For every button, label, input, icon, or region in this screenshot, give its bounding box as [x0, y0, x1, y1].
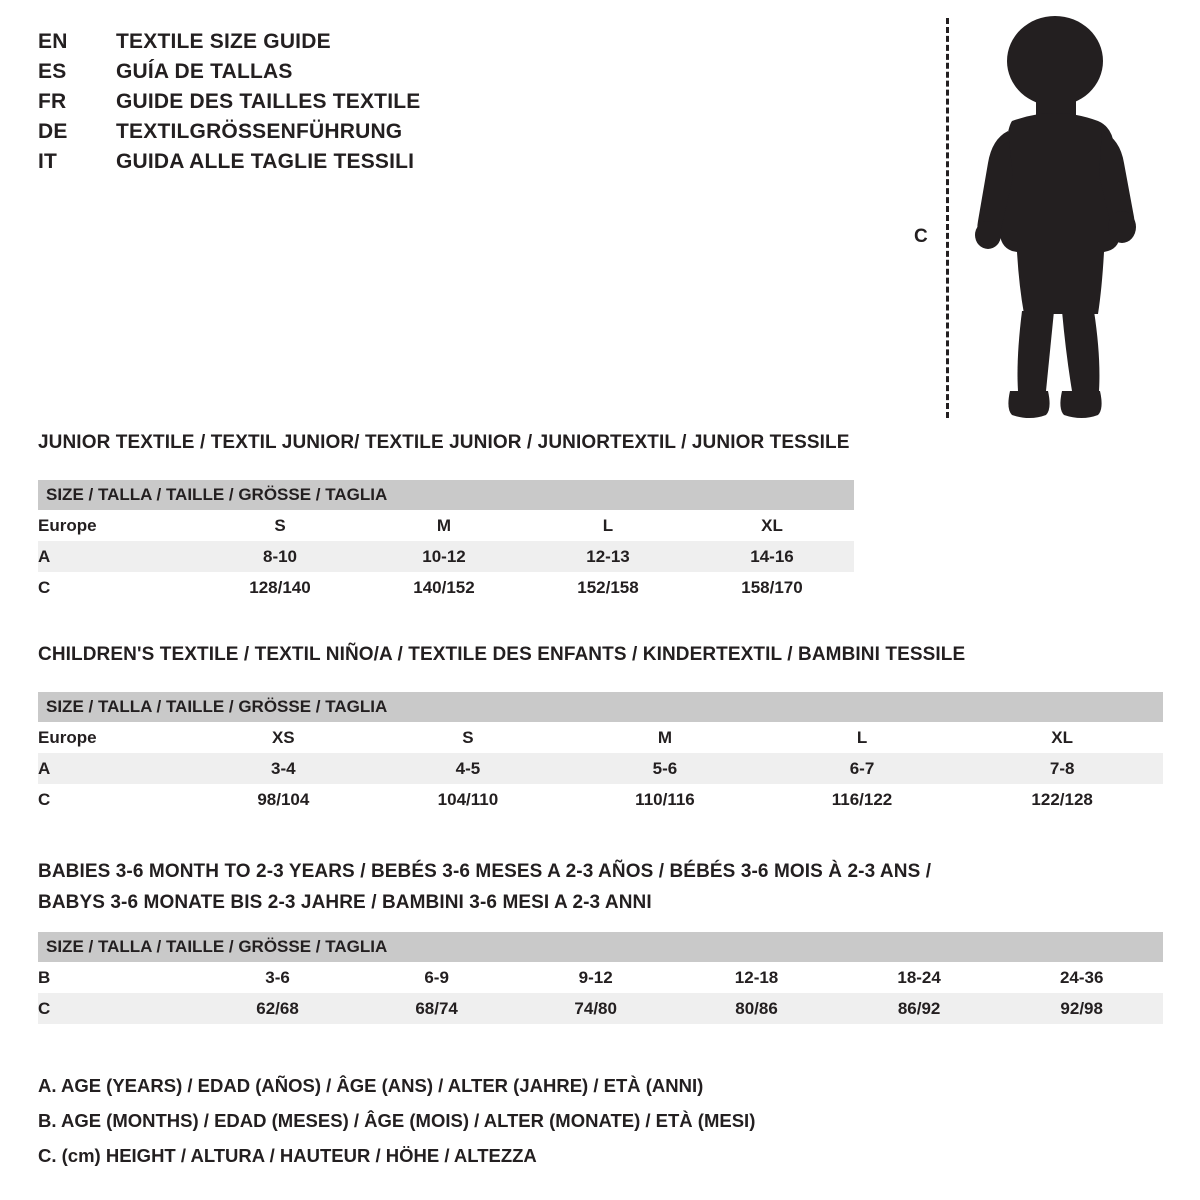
legend-item-a: A. AGE (YEARS) / EDAD (AÑOS) / ÂGE (ANS) / ALTER (JAHRE) / ETÀ (ANNI)	[38, 1075, 704, 1096]
table-cell: 152/158	[526, 572, 690, 603]
table-cell: 128/140	[198, 572, 362, 603]
table-row	[38, 510, 854, 541]
band-label: SIZE / TALLA / TAILLE / GRÖSSE / TAGLIA	[38, 932, 1163, 962]
table-cell: 6-9	[357, 962, 516, 993]
table-cell: 140/152	[362, 572, 526, 603]
language-code: FR	[38, 90, 67, 113]
table-cell: 12-18	[675, 962, 838, 993]
table-cell: 10-12	[362, 541, 526, 572]
legend-item-c: C. (cm) HEIGHT / ALTURA / HAUTEUR / HÖHE / ALTEZZA	[38, 1145, 537, 1166]
table-row	[38, 722, 1163, 753]
table-cell: 68/74	[357, 993, 516, 1024]
child-silhouette-icon	[950, 13, 1150, 428]
table-band-header	[38, 480, 854, 510]
section-title-babies-line1: BABIES 3-6 MONTH TO 2-3 YEARS / BEBÉS 3-6 MESES A 2-3 AÑOS / BÉBÉS 3-6 MOIS À 2-3 ANS /	[38, 861, 932, 882]
row-label: Europe	[38, 722, 198, 753]
table-cell: XL	[961, 722, 1163, 753]
language-title: TEXTILE SIZE GUIDE	[116, 30, 331, 53]
table-cell: 74/80	[516, 993, 675, 1024]
table-cell: XL	[690, 510, 854, 541]
table-cell: 104/110	[369, 784, 568, 815]
language-title: GUÍA DE TALLAS	[116, 60, 293, 83]
language-code: ES	[38, 60, 67, 83]
language-row	[38, 60, 638, 90]
table-row	[38, 962, 1163, 993]
babies-size-table	[38, 932, 1163, 1024]
language-row	[38, 30, 638, 60]
table-cell: 80/86	[675, 993, 838, 1024]
table-cell: 18-24	[838, 962, 1001, 993]
table-cell: XS	[198, 722, 369, 753]
table-cell: S	[198, 510, 362, 541]
language-title: GUIDE DES TAILLES TEXTILE	[116, 90, 421, 113]
language-code: IT	[38, 150, 58, 173]
table-cell: 92/98	[1000, 993, 1163, 1024]
language-code: EN	[38, 30, 68, 53]
table-row	[38, 753, 1163, 784]
section-title-babies	[38, 856, 1038, 918]
table-cell: 3-4	[198, 753, 369, 784]
table-cell: S	[369, 722, 568, 753]
table-cell: 116/122	[763, 784, 962, 815]
table-cell: 86/92	[838, 993, 1001, 1024]
table-row	[38, 572, 854, 603]
table-cell: 8-10	[198, 541, 362, 572]
table-band-header	[38, 932, 1163, 962]
table-cell: 14-16	[690, 541, 854, 572]
row-label: C	[38, 784, 198, 815]
table-cell: 4-5	[369, 753, 568, 784]
language-title: GUIDA ALLE TAGLIE TESSILI	[116, 150, 415, 173]
table-cell: 3-6	[198, 962, 357, 993]
table-cell: 6-7	[763, 753, 962, 784]
table-cell: 98/104	[198, 784, 369, 815]
language-code: DE	[38, 120, 68, 143]
language-row	[38, 120, 638, 150]
table-cell: 7-8	[961, 753, 1163, 784]
table-row	[38, 541, 854, 572]
section-title-junior: JUNIOR TEXTILE / TEXTIL JUNIOR/ TEXTILE JUNIOR / JUNIORTEXTIL / JUNIOR TESSILE	[38, 432, 850, 453]
table-band-header	[38, 692, 1163, 722]
table-cell: 110/116	[567, 784, 763, 815]
table-cell: L	[763, 722, 962, 753]
table-cell: 122/128	[961, 784, 1163, 815]
table-cell: M	[362, 510, 526, 541]
table-cell: 158/170	[690, 572, 854, 603]
table-row	[38, 784, 1163, 815]
legend-block	[38, 1068, 755, 1173]
band-label: SIZE / TALLA / TAILLE / GRÖSSE / TAGLIA	[38, 692, 1163, 722]
section-title-children: CHILDREN'S TEXTILE / TEXTIL NIÑO/A / TEXTILE DES ENFANTS / KINDERTEXTIL / BAMBINI TESSILE	[38, 644, 966, 665]
row-label: A	[38, 753, 198, 784]
table-cell: L	[526, 510, 690, 541]
table-cell: M	[567, 722, 763, 753]
table-cell: 9-12	[516, 962, 675, 993]
band-label: SIZE / TALLA / TAILLE / GRÖSSE / TAGLIA	[38, 480, 854, 510]
height-dashed-line	[946, 18, 949, 418]
language-row	[38, 150, 638, 180]
junior-size-table	[38, 480, 854, 603]
row-label: Europe	[38, 510, 198, 541]
children-size-table	[38, 692, 1163, 815]
table-cell: 24-36	[1000, 962, 1163, 993]
table-cell: 62/68	[198, 993, 357, 1024]
table-row	[38, 993, 1163, 1024]
height-measure-label: C	[914, 226, 928, 247]
row-label: B	[38, 962, 198, 993]
section-title-babies-line2: BABYS 3-6 MONATE BIS 2-3 JAHRE / BAMBINI 3-6 MESI A 2-3 ANNI	[38, 892, 652, 913]
height-figure	[900, 8, 1170, 428]
row-label: A	[38, 541, 198, 572]
language-row	[38, 90, 638, 120]
row-label: C	[38, 572, 198, 603]
language-title-list	[38, 30, 638, 180]
legend-item-b: B. AGE (MONTHS) / EDAD (MESES) / ÂGE (MOIS) / ALTER (MONATE) / ETÀ (MESI)	[38, 1110, 756, 1131]
table-cell: 5-6	[567, 753, 763, 784]
row-label: C	[38, 993, 198, 1024]
table-cell: 12-13	[526, 541, 690, 572]
language-title: TEXTILGRÖSSENFÜHRUNG	[116, 120, 403, 143]
